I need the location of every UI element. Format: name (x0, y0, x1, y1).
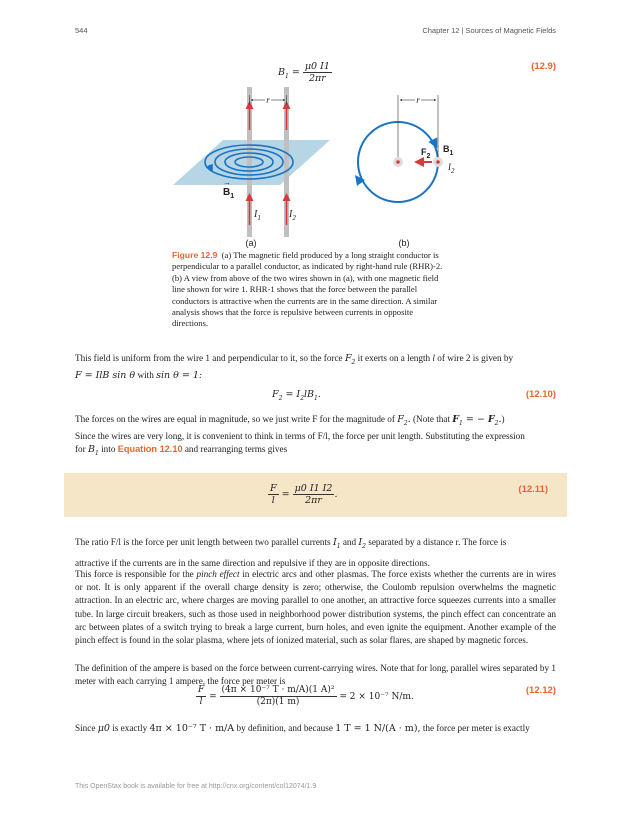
i1-label: $I_1$ (254, 209, 261, 222)
chapter-title: Chapter 12 | Sources of Magnetic Fields (422, 26, 556, 35)
equation-12-9-number: (12.9) (531, 61, 556, 72)
equation-12-12: $\frac{F}{l}$ = $\frac{\text{(4π × 10⁻⁷ T · m/A)(1 A)²}}{(2\pi)(1 m)}$ = 2 × 10⁻⁷ N/m. (198, 685, 414, 707)
figure-part-a (173, 87, 330, 248)
label-a: (a) (245, 238, 257, 248)
paragraph-pinch-effect: This force is responsible for the pinch effect in electric arcs and other plasmas. The force exists whether the currents are in wires or not. It is only apparent if the overall charge density is zero; otherwise, the Coulomb repulsion overwhelms the magnetic attraction. In an electric arc, where charges are moving parallel to one another, an attractive force squeezes currents into a smaller tube. In large circuit breakers, such as those used in neighborhood power distribution systems, the pinch effect can concentrate an arc between plates of a switch trying to break a large current, burn holes, and even ignite the equipment. Another example of the pinch effect is found in the solar plasma, where jets of ionized material, such as solar flares, are shaped by magnetic forces. (75, 569, 556, 646)
equation-12-9: $B_1$ = $\frac{\mu 0 I1}{2\pi r}$ (278, 61, 330, 84)
equation-12-10-link[interactable]: Equation 12.10 (117, 444, 183, 455)
field-arrow-left (358, 179, 361, 183)
paragraph-ampere-definition: The definition of the ampere is based on the force between current-carrying wires. Note that for long, parallel wires separated by 1 meter with each carrying 1 ampere, the force per meter is (75, 663, 556, 687)
i2-label: $I_2$ (289, 209, 296, 222)
b1-label-b: $B_1$ (443, 144, 454, 157)
b1-label-a: $B_1$ (223, 187, 235, 200)
paragraph-force-per-meter: Since μ0 is exactly 4π × 10⁻⁷ T · m/A by definition, and because 1 T = 1 N/(A · m), the force per meter is exactly (75, 723, 530, 734)
paragraph-ratio: The ratio F/l is the force per unit length between two parallel currents $I_1$ and $I_2$ separated by a distance r. The force is attractive if the currents are in the same direction and repulsive if they are in opposite directions. (75, 537, 507, 568)
figure-12-9 (165, 85, 475, 250)
equation-12-10-number: (12.10) (525, 389, 556, 400)
paragraph-forces-equal: The forces on the wires are equal in magnitude, so we just write F for the magnitude of $F_2$. (Note that $F_1$ = − $F_2$.) Since the wires are very long, it is convenient to think in terms of F/l, the force per unit length. Substituting the expression for $B_1$ into Equation 12.10 and rearranging terms gives (75, 414, 525, 458)
figure-caption (172, 250, 444, 330)
equation-12-11-number: (12.11) (518, 484, 548, 495)
f2-label: $F_2$ (421, 147, 431, 160)
figure-caption-label: Figure 12.9 (172, 250, 218, 260)
equation-12-12-number: (12.12) (525, 685, 556, 696)
equation-12-10: $F_2 = I_2lB_1$. (272, 389, 321, 402)
i2-label-b: $I_2$ (448, 162, 455, 175)
footer-text: This OpenStax book is available for free at http://cnx.org/content/col12074/1.9 (75, 783, 317, 790)
equation-12-11: $\frac{F}{l}$ = $\frac{\mu 0 I1 I2}{2\pi r}$ . (270, 483, 338, 506)
svg-text:→: → (223, 178, 231, 187)
paragraph-field-uniform: This field is uniform from the wire 1 and perpendicular to it, so the force $F_2$ it exerts on a length l of wire 2 is given by F = IlB sin θ with sin θ = 1: (75, 353, 514, 382)
r-label-b: r (416, 95, 420, 105)
figure-caption-text: (a) The magnetic field produced by a long straight conductor is perpendicular to a parallel conductor, as indicated by right-hand rule (RHR)-2. (b) A view from above of the two wires shown in (a), with one magnetic field line shown for wire 1. RHR-1 shows that the force between the parallel conductors is attractive when the currents are in the same direction. A similar analysis shows that the force is repulsive between currents in opposite directions. (172, 250, 443, 329)
figure-part-b (358, 95, 455, 248)
label-b: (b) (398, 238, 410, 248)
page-number: 544 (75, 26, 88, 35)
r-label-a: r (266, 95, 270, 105)
